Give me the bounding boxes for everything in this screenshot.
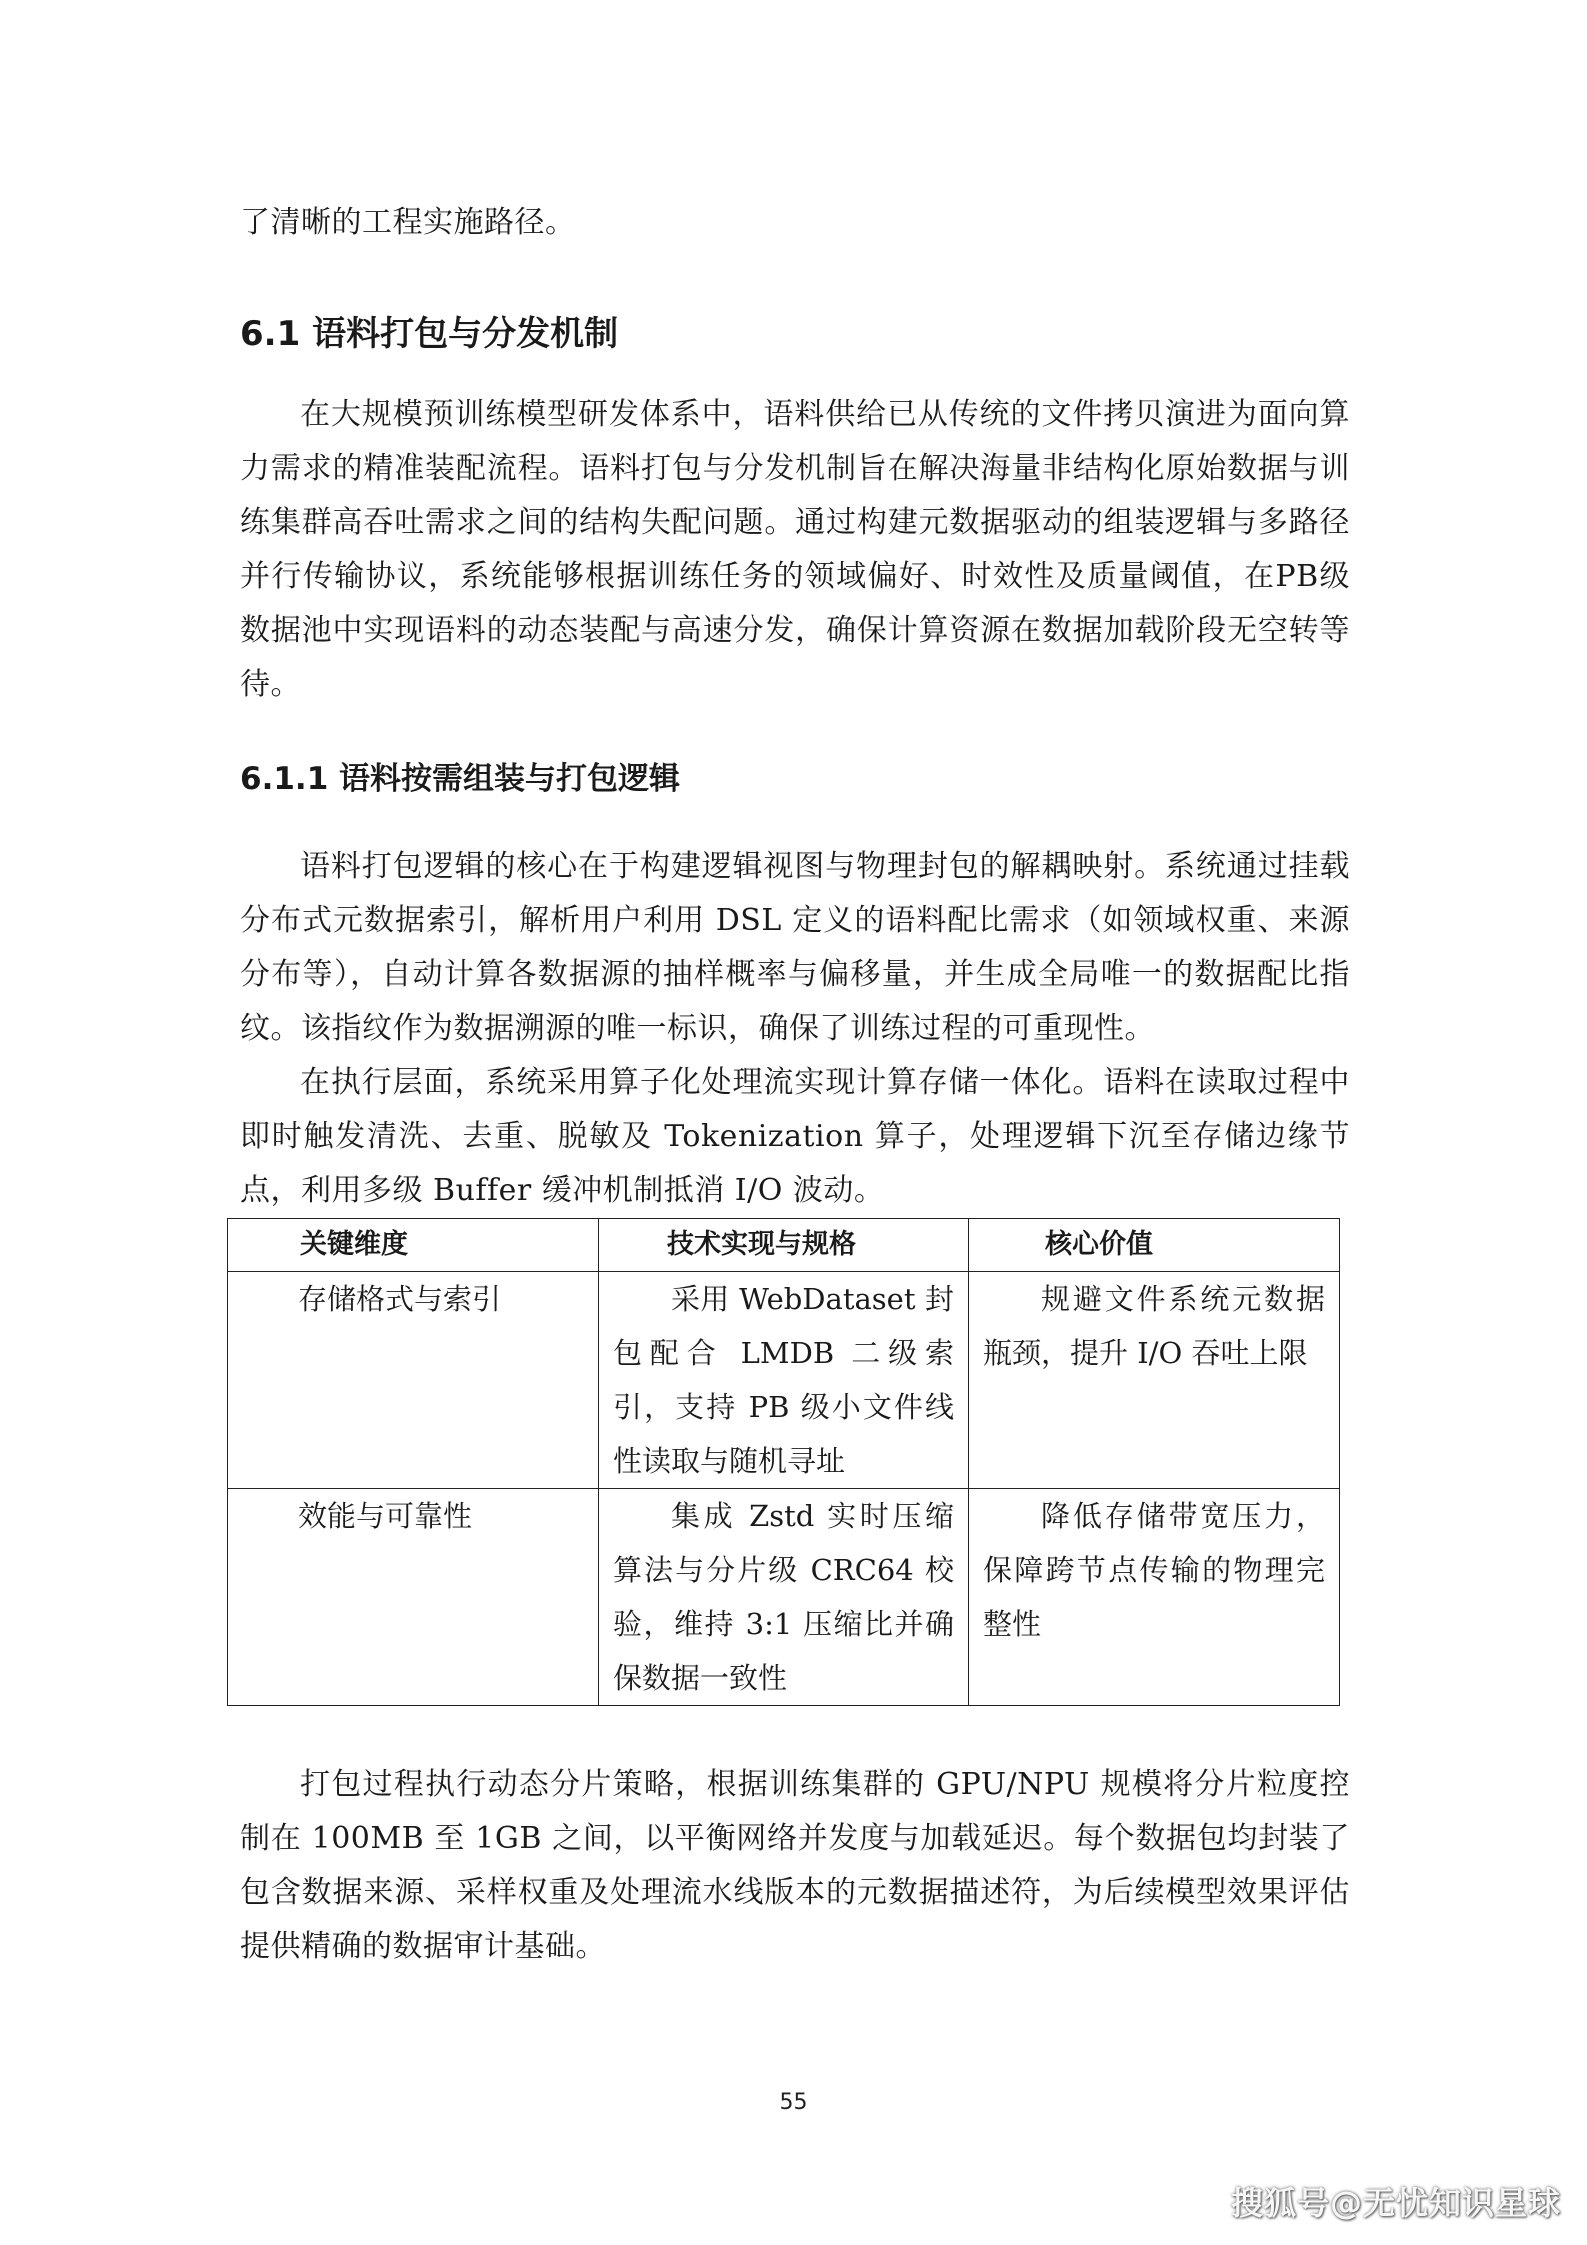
page-content: [240, 196, 1350, 1974]
watermark: 搜狐号@无忧知识星球: [1230, 2184, 1561, 2222]
table-row: [228, 1489, 1340, 1706]
subsection-paragraph-1: 语料打包逻辑的核心在于构建逻辑视图与物理封包的解耦映射。系统通过挂载分布式元数据索引，解析用户利用 DSL 定义的语料配比需求（如领域权重、来源分布等），自动计算各数据源的抽样概率与偏移量，并生成全局唯一的数据配比指纹。该指纹作为数据溯源的唯一标识，确保了训练过程的可重现性。: [240, 849, 1350, 1046]
section-heading: 6.1 语料打包与分发机制: [240, 314, 619, 354]
table-cell: 集成 Zstd 实时压缩算法与分片级 CRC64 校验，维持 3:1 压缩比并确保数据一致性: [599, 1489, 969, 1706]
subsection-heading: 6.1.1 语料按需组装与打包逻辑: [240, 761, 681, 797]
table-header-row: [228, 1219, 1340, 1272]
table-cell: 效能与可靠性: [228, 1489, 599, 1706]
page-number: 55: [779, 2090, 808, 2115]
continuation-text: 了清晰的工程实施路径。: [240, 205, 576, 240]
table-header-cell: 技术实现与规格: [599, 1219, 969, 1272]
table-cell: 规避文件系统元数据瓶颈，提升 I/O 吞吐上限: [969, 1272, 1340, 1489]
section-paragraph: 在大规模预训练模型研发体系中，语料供给已从传统的文件拷贝演进为面向算力需求的精准装配流程。语料打包与分发机制旨在解决海量非结构化原始数据与训练集群高吞吐需求之间的结构失配问题。通过构建元数据驱动的组装逻辑与多路径并行传输协议，系统能够根据训练任务的领域偏好、时效性及质量阈值，在PB级数据池中实现语料的动态装配与高速分发，确保计算资源在数据加载阶段无空转等待。: [240, 397, 1350, 702]
table-cell: 降低存储带宽压力，保障跨节点传输的物理完整性: [969, 1489, 1340, 1706]
table-header-cell: 关键维度: [228, 1219, 599, 1272]
closing-paragraph: 打包过程执行动态分片策略，根据训练集群的 GPU/NPU 规模将分片粒度控制在 100MB 至 1GB 之间，以平衡网络并发度与加载延迟。每个数据包均封装了包含数据来源、采样权重及处理流水线版本的元数据描述符，为后续模型效果评估提供精确的数据审计基础。: [240, 1767, 1350, 1964]
subsection-paragraph-2: 在执行层面，系统采用算子化处理流实现计算存储一体化。语料在读取过程中即时触发清洗、去重、脱敏及 Tokenization 算子，处理逻辑下沉至存储边缘节点，利用多级 Buffer 缓冲机制抵消 I/O 波动。: [240, 1065, 1350, 1208]
table-header-cell: 核心价值: [969, 1219, 1340, 1272]
table-row: [228, 1272, 1340, 1489]
spec-table: [227, 1218, 1340, 1706]
table-cell: 存储格式与索引: [228, 1272, 599, 1489]
table-cell: 采用 WebDataset 封包配合 LMDB 二级索引，支持 PB 级小文件线性读取与随机寻址: [599, 1272, 969, 1489]
